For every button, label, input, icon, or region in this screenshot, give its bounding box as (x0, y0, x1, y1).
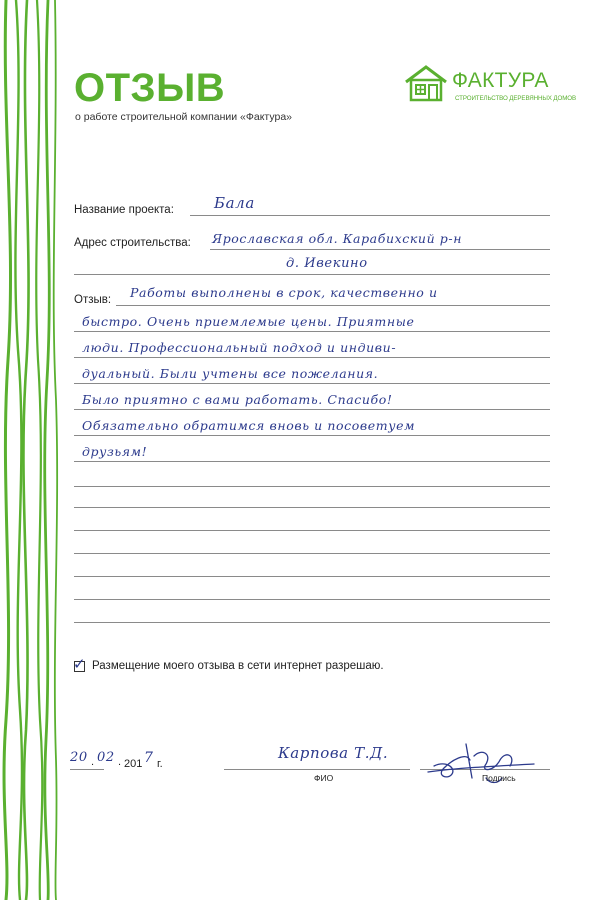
checkmark-icon: ✓ (73, 655, 86, 673)
logo-tagline: СТРОИТЕЛЬСТВО ДЕРЕВЯННЫХ ДОМОВ (455, 95, 576, 102)
date-year-unit: г. (157, 758, 163, 770)
review-text-line: Работы выполнены в срок, качественно и (130, 285, 438, 300)
review-text-line: быстро. Очень приемлемые цены. Приятные (82, 314, 415, 329)
date-year-suffix: 7 (144, 750, 154, 766)
review-rule (74, 409, 550, 410)
review-rule (74, 486, 550, 487)
decorative-green-lines (0, 0, 60, 900)
address-label: Адрес строительства: (74, 237, 191, 249)
review-rule (74, 383, 550, 384)
review-rule (74, 622, 550, 623)
review-rule (74, 599, 550, 600)
review-text-line: Было приятно с вами работать. Спасибо! (82, 392, 393, 407)
date-day-line (70, 769, 104, 770)
address-line-2 (74, 274, 550, 275)
consent-text: Размещение моего отзыва в сети интернет разрешаю. (92, 660, 384, 672)
signature-label: Подпись (482, 773, 516, 783)
project-name-line (190, 215, 550, 216)
project-name-value: Бала (214, 194, 255, 212)
date-day: 20 (70, 750, 88, 765)
review-rule (116, 305, 550, 306)
house-logo-icon (404, 64, 448, 104)
review-label: Отзыв: (74, 294, 112, 306)
review-rule (74, 576, 550, 577)
review-rule (74, 530, 550, 531)
fio-label: ФИО (314, 773, 334, 783)
date-month: 02 (97, 750, 115, 765)
date-year-prefix: 201 (124, 758, 143, 770)
fio-line (224, 769, 410, 770)
project-name-label: Название проекта: (74, 204, 174, 216)
review-rule (74, 435, 550, 436)
review-text-line: люди. Профессиональный подход и индиви- (82, 340, 397, 355)
review-rule (74, 331, 550, 332)
address-value-line2: д. Ивекино (286, 256, 368, 271)
company-logo (404, 64, 576, 110)
signature-scribble (426, 738, 536, 788)
review-text-line: дуальный. Были учтены все пожелания. (82, 366, 379, 381)
review-text-line: друзьям! (82, 444, 148, 459)
page-subtitle: о работе строительной компании «Фактура» (75, 111, 293, 123)
date-separator: . (91, 756, 95, 768)
page-title: ОТЗЫВ (74, 66, 226, 110)
review-rule (74, 553, 550, 554)
address-line-1 (210, 249, 550, 250)
logo-name: ФАКТУРА (452, 69, 549, 92)
address-value-line1: Ярославская обл. Карабихский р-н (212, 231, 463, 246)
fio-value: Карпова Т.Д. (278, 744, 389, 762)
review-rule (74, 357, 550, 358)
date-separator: . (118, 756, 122, 768)
review-text-line: Обязательно обратимся вновь и посоветуем (82, 418, 416, 433)
review-rule (74, 507, 550, 508)
review-rule (74, 461, 550, 462)
